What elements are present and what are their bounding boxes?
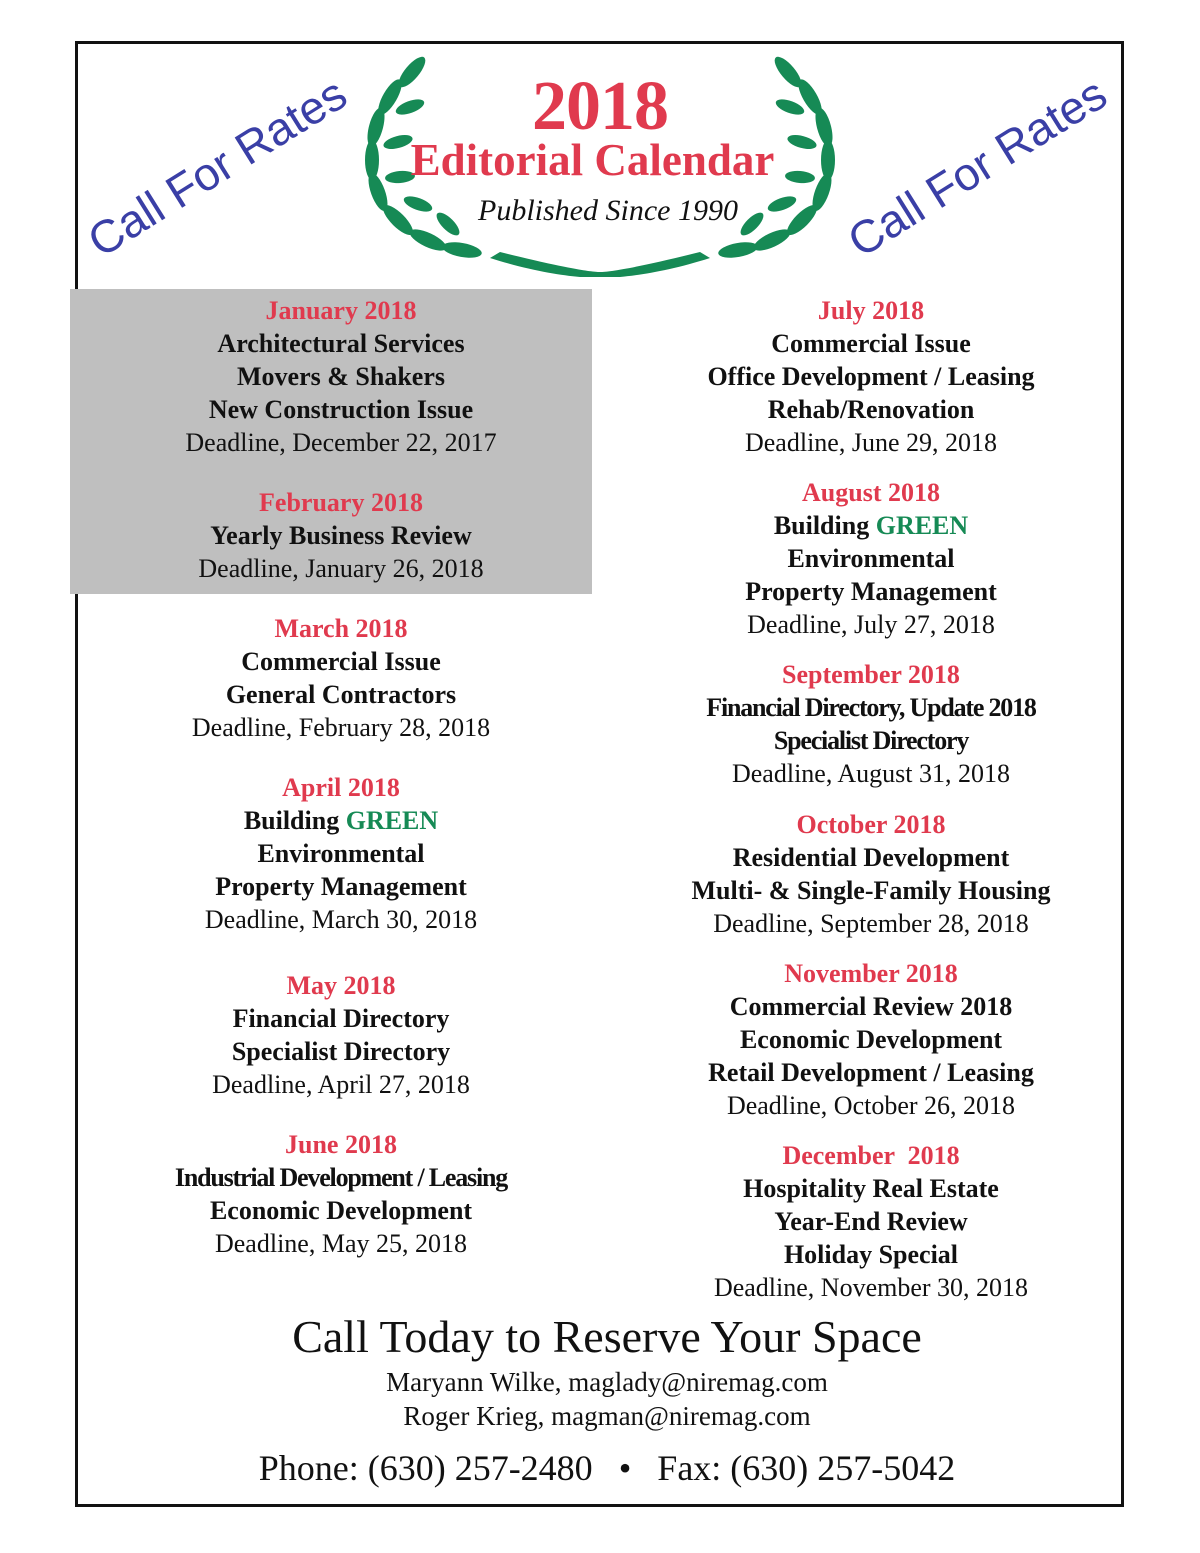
issue-topic: Commercial Review 2018	[729, 992, 1013, 1021]
issue-deadline: Deadline, October 26, 2018	[726, 1091, 1016, 1120]
fax-number: Fax: (630) 257-5042	[657, 1448, 956, 1488]
issue-topic: New Construction Issue	[208, 395, 474, 424]
issue-deadline: Deadline, August 31, 2018	[731, 759, 1011, 788]
issue-topic: Financial Directory, Update 2018	[706, 693, 1036, 722]
issue-topic: Industrial Development / Leasing	[174, 1163, 508, 1192]
issue-topic: Residential Development	[732, 843, 1010, 872]
issue-topic-green	[90, 804, 592, 837]
issue-month: May 2018	[286, 971, 396, 1000]
issue-topic: Movers & Shakers	[237, 362, 445, 391]
issue-deadline: Deadline, January 26, 2018	[198, 554, 484, 583]
issue-topic: Specialist Directory	[231, 1037, 451, 1066]
issue-april	[90, 771, 592, 936]
call-to-action: Call Today to Reserve Your Space	[292, 1311, 922, 1362]
green-word: GREEN	[345, 806, 439, 835]
issue-january	[90, 294, 592, 459]
issue-topic: Property Management	[215, 872, 467, 901]
issue-month: June 2018	[285, 1130, 397, 1159]
issue-topic: Commercial Issue	[241, 647, 441, 676]
issue-deadline: Deadline, March 30, 2018	[204, 905, 478, 934]
issue-topic: Office Development / Leasing	[707, 362, 1035, 391]
contact-maryann: Maryann Wilke, maglady@niremag.com	[386, 1367, 828, 1397]
issue-february	[90, 486, 592, 585]
bullet-separator: •	[618, 1448, 632, 1488]
issue-topic: Financial Directory	[232, 1004, 450, 1033]
issue-deadline: Deadline, February 28, 2018	[191, 713, 491, 742]
issue-topic: Environmental	[257, 839, 425, 868]
issue-topic: Year-End Review	[774, 1207, 968, 1236]
issue-march	[90, 612, 592, 744]
issue-topic: Economic Development	[209, 1196, 473, 1225]
page-title: Editorial Calendar	[410, 135, 775, 185]
issue-month: July 2018	[817, 296, 925, 325]
issue-deadline: Deadline, July 27, 2018	[747, 610, 995, 639]
topic-prefix: Building	[773, 511, 876, 540]
issue-month: August 2018	[802, 478, 940, 507]
issue-month: April 2018	[282, 773, 400, 802]
issue-deadline: Deadline, May 25, 2018	[214, 1229, 467, 1258]
issue-deadline: Deadline, April 27, 2018	[212, 1070, 470, 1099]
call-for-rates-left: Call For Rates	[78, 67, 356, 267]
issue-june	[90, 1128, 592, 1260]
issue-month: January 2018	[265, 296, 417, 325]
issue-topic: Hospitality Real Estate	[743, 1174, 999, 1203]
issue-topic: Specialist Directory	[773, 726, 969, 755]
issue-topic: Rehab/Renovation	[767, 395, 975, 424]
contact-roger: Roger Krieg, magman@niremag.com	[403, 1401, 811, 1431]
issue-december	[620, 1139, 1122, 1304]
issue-september	[620, 658, 1122, 790]
issue-month: March 2018	[274, 614, 408, 643]
issue-deadline: Deadline, November 30, 2018	[713, 1273, 1029, 1302]
issue-topic: Environmental	[787, 544, 955, 573]
issue-deadline: Deadline, December 22, 2017	[185, 428, 497, 457]
phone-fax-line	[0, 1447, 1200, 1489]
issue-topic: Yearly Business Review	[210, 521, 472, 550]
issue-deadline: Deadline, June 29, 2018	[744, 428, 997, 457]
issue-may	[90, 969, 592, 1101]
issue-november	[620, 957, 1122, 1122]
issue-month: February 2018	[259, 488, 423, 517]
call-for-rates-right: Call For Rates	[838, 67, 1116, 267]
issue-july	[620, 294, 1122, 459]
issue-topic: Property Management	[745, 577, 997, 606]
issue-topic-green	[620, 509, 1122, 542]
issue-month: September 2018	[782, 660, 960, 689]
topic-prefix: Building	[243, 806, 346, 835]
issue-topic: Multi- & Single-Family Housing	[691, 876, 1051, 905]
issue-august	[620, 476, 1122, 641]
issue-topic: Architectural Services	[217, 329, 465, 358]
calendar-year: 2018	[532, 68, 668, 145]
issue-deadline: Deadline, September 28, 2018	[713, 909, 1029, 938]
issue-topic: General Contractors	[225, 680, 457, 709]
issue-topic: Holiday Special	[783, 1240, 959, 1269]
issue-topic: Economic Development	[739, 1025, 1003, 1054]
issue-month: October 2018	[796, 810, 946, 839]
issue-topic: Commercial Issue	[771, 329, 971, 358]
issue-october	[620, 808, 1122, 940]
issue-month: November 2018	[784, 959, 958, 988]
page-subtitle: Published Since 1990	[478, 194, 738, 227]
issue-month: December 2018	[782, 1141, 960, 1170]
issue-topic: Retail Development / Leasing	[708, 1058, 1034, 1087]
phone-number: Phone: (630) 257-2480	[258, 1448, 593, 1488]
green-word: GREEN	[875, 511, 969, 540]
